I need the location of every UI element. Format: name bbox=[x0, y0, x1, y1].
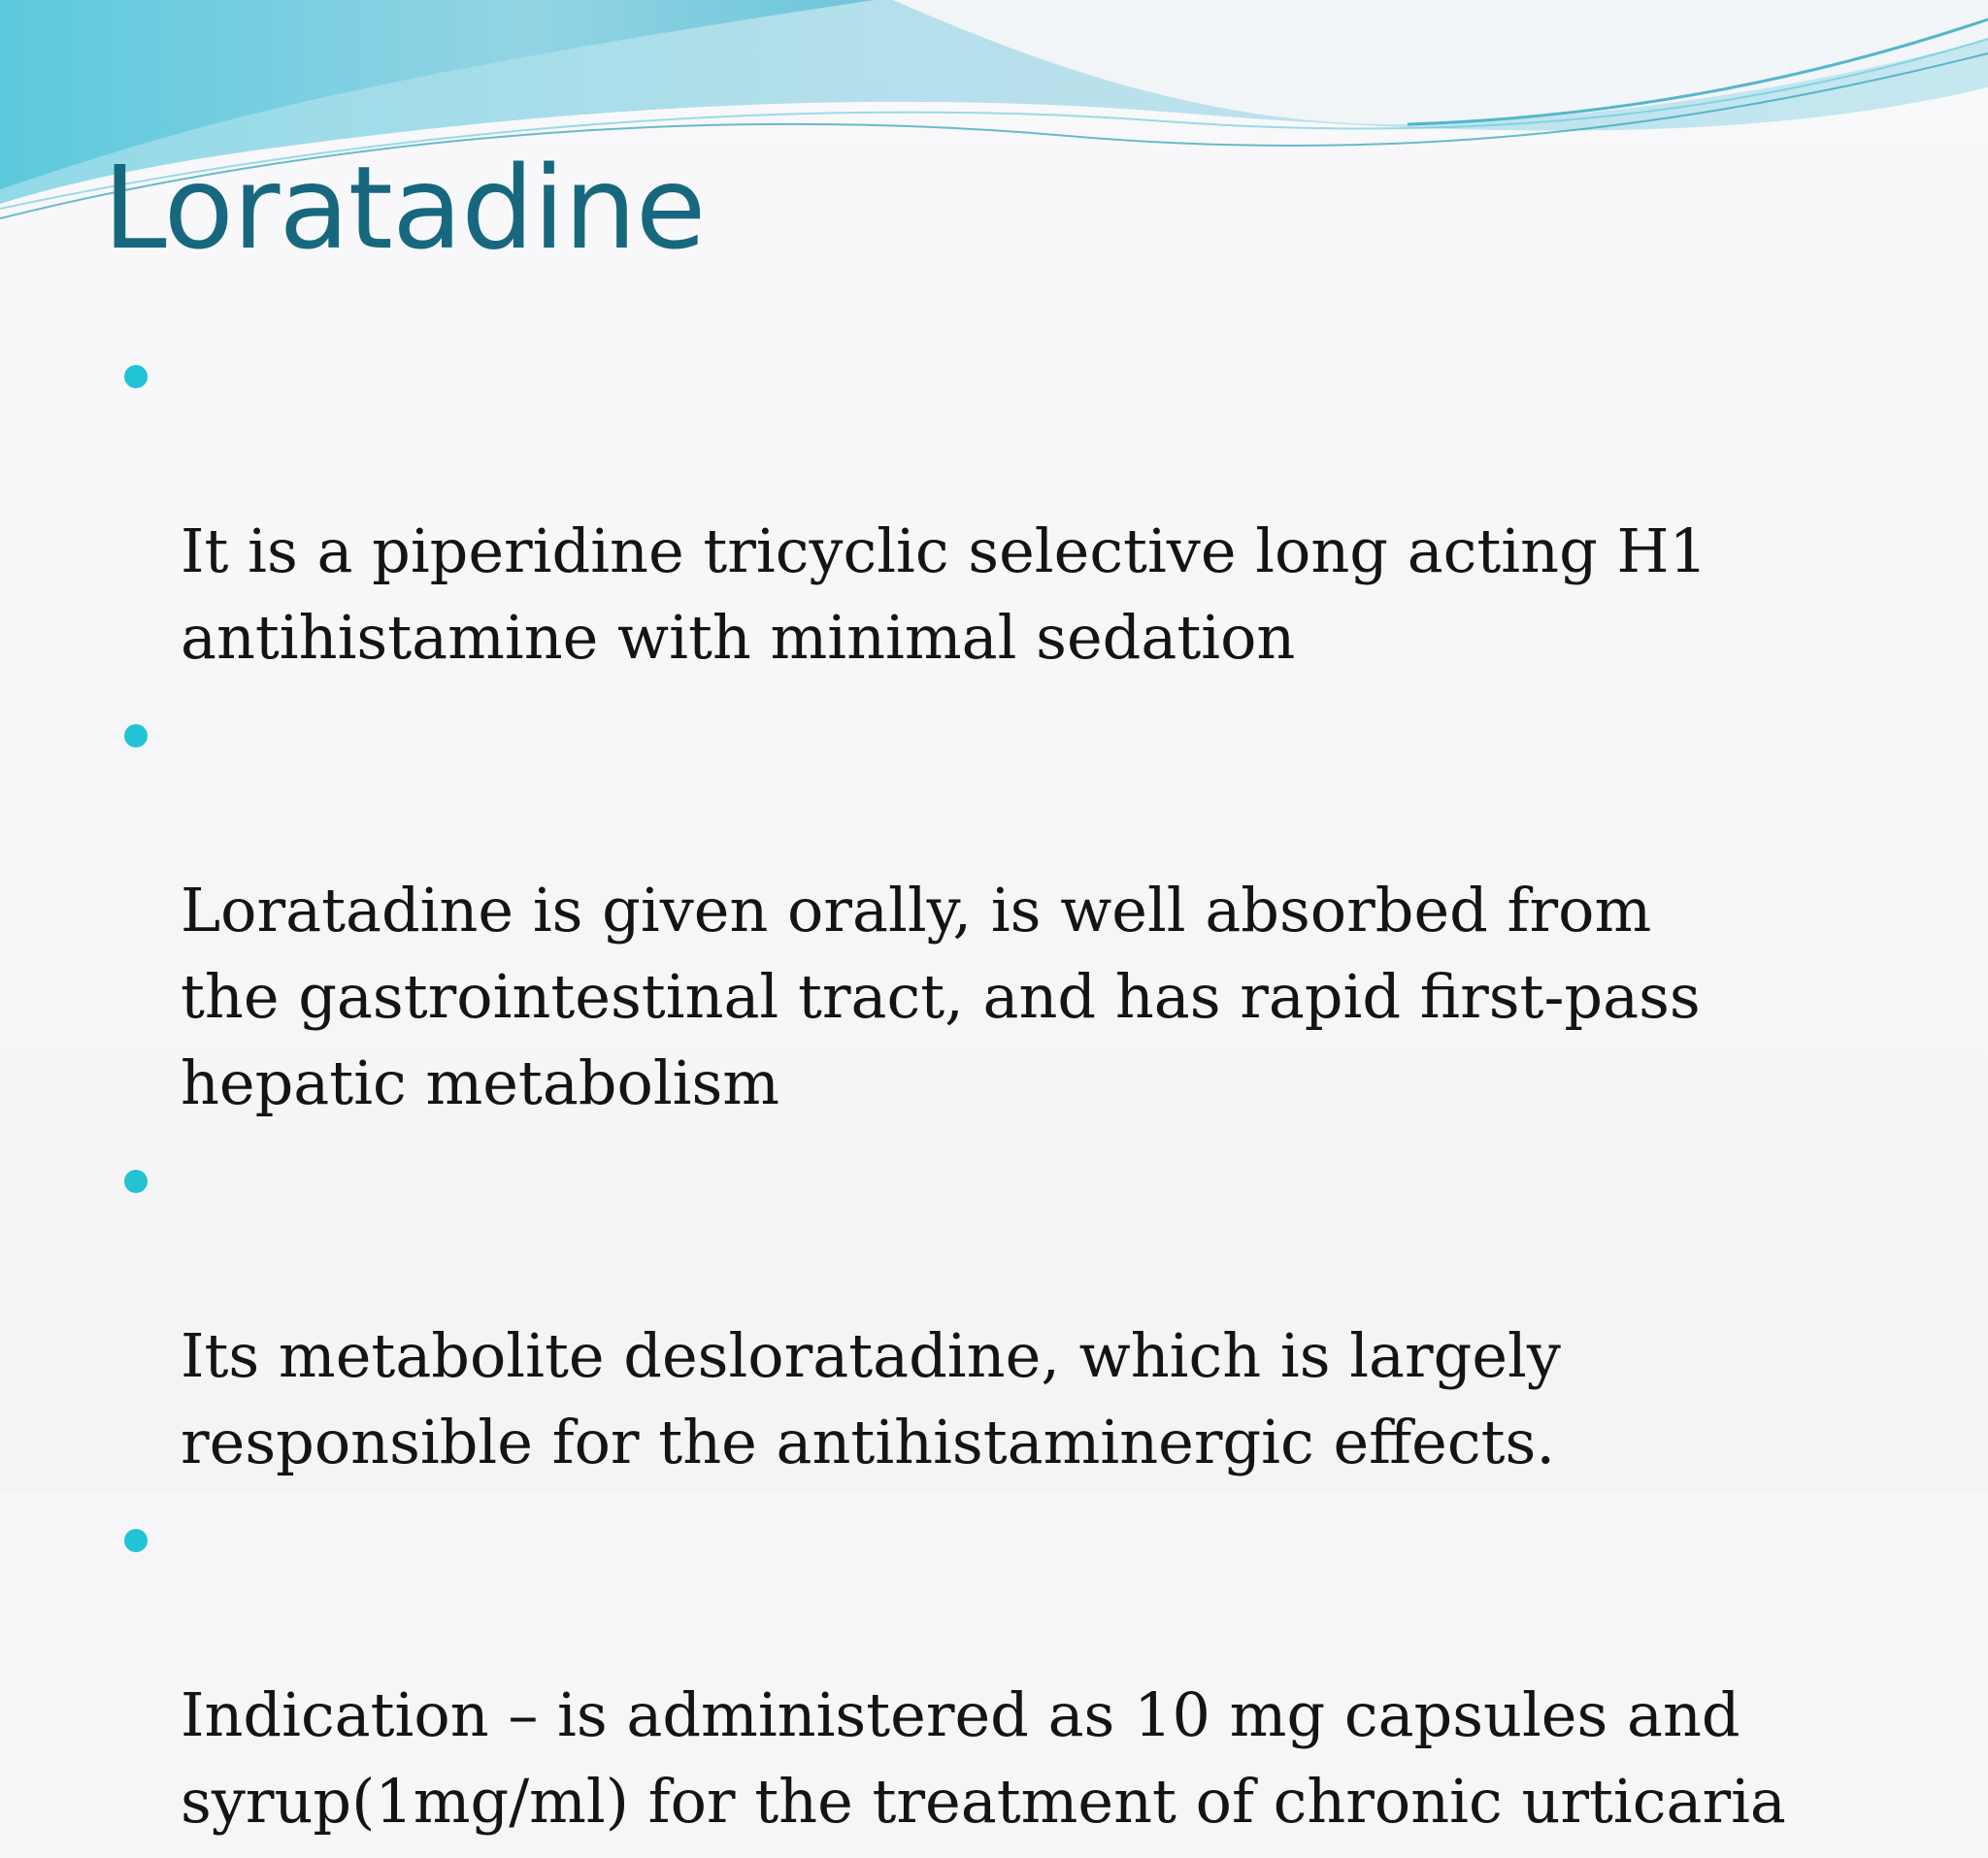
bullet-text: It is a piperidine tricyclic selective long acting H1 antihistamine with minimal sedation bbox=[181, 515, 1707, 673]
bullet-list bbox=[124, 335, 1930, 1858]
bullet-dot-icon bbox=[124, 724, 148, 747]
bullet-item bbox=[124, 335, 1930, 680]
bullet-text: Indication – is administered as 10 mg capsules and syrup(1mg/ml) for the treatment of chronic urticaria bbox=[181, 1679, 1786, 1837]
bullet-dot-icon bbox=[124, 1529, 148, 1552]
bullet-item bbox=[124, 1140, 1930, 1485]
bullet-text: Its metabolite desloratadine, which is largely responsible for the antihistaminergic effects. bbox=[181, 1320, 1561, 1477]
bullet-item bbox=[124, 694, 1930, 1126]
bullet-text: Loratadine is given orally, is well absorbed from the gastrointestinal tract, and has rapid first-pass hepatic metabolism bbox=[181, 875, 1701, 1118]
bullet-dot-icon bbox=[124, 365, 148, 388]
slide-title: Loratadine bbox=[103, 141, 706, 275]
bullet-dot-icon bbox=[124, 1170, 148, 1193]
bullet-item bbox=[124, 1499, 1930, 1844]
